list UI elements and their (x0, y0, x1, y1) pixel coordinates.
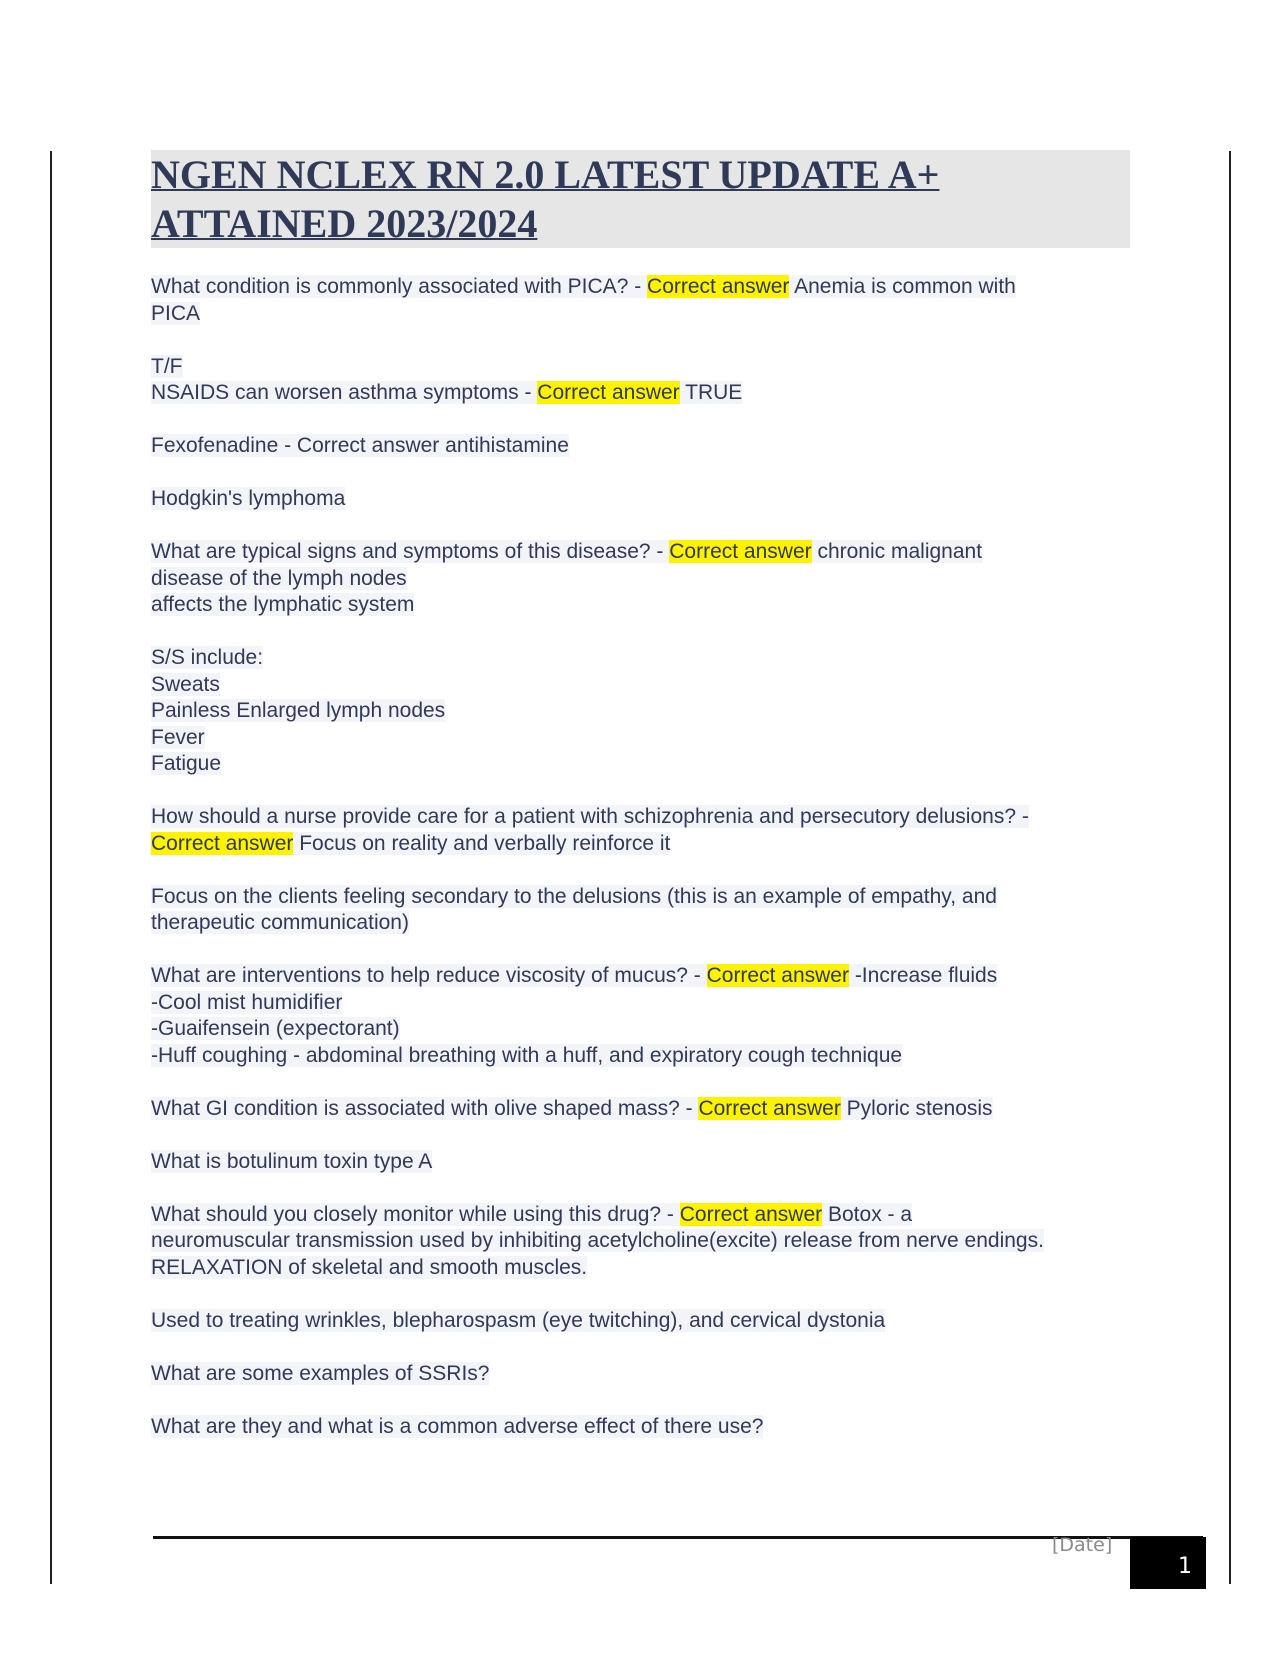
document-body (151, 274, 1141, 1440)
text-line (151, 725, 1141, 752)
text-segment: PICA (151, 301, 201, 325)
text-segment: Pyloric stenosis (840, 1096, 993, 1120)
text-line (151, 1149, 1141, 1176)
qa-paragraph (151, 354, 1141, 407)
qa-paragraph (151, 486, 1141, 513)
text-line (151, 592, 1141, 619)
text-line (151, 380, 1141, 407)
text-line (151, 698, 1141, 725)
text-segment: What condition is commonly associated with PICA? - (151, 275, 648, 298)
text-line (151, 1361, 1141, 1388)
text-segment: affects the lymphatic system (151, 593, 415, 616)
page-number: 1 (1178, 1553, 1192, 1579)
text-line (151, 884, 1141, 911)
text-line (151, 1255, 1141, 1282)
text-segment: NSAIDS can worsen asthma symptoms - (151, 381, 538, 404)
text-segment: Hodgkin's lymphoma (151, 487, 346, 510)
text-segment: neuromuscular transmission used by inhibiting acetylcholine(excite) release from nerve endings. (151, 1229, 1044, 1252)
highlighted-answer-label: Correct answer (647, 275, 790, 298)
qa-paragraph (151, 539, 1141, 619)
text-line (151, 910, 1141, 937)
text-line (151, 645, 1141, 672)
text-segment: T/F (151, 354, 183, 378)
qa-paragraph (151, 963, 1141, 1069)
qa-paragraph (151, 1308, 1141, 1335)
text-line (151, 831, 1141, 858)
highlighted-answer-label: Correct answer (679, 1202, 823, 1226)
text-segment: -Cool mist humidifier (151, 990, 343, 1014)
page-border-left (50, 151, 52, 1584)
text-line (151, 1043, 1141, 1070)
text-line (151, 486, 1141, 513)
text-segment: therapeutic communication) (151, 911, 409, 934)
text-segment: Focus on reality and verbally reinforce it (293, 831, 671, 855)
text-segment: TRUE (679, 381, 743, 404)
text-segment: What are interventions to help reduce viscosity of mucus? - (151, 964, 707, 987)
text-segment: Fever (151, 725, 205, 749)
qa-paragraph (151, 1149, 1141, 1176)
text-segment: Anemia is common with (789, 275, 1016, 298)
footer-date: [Date] (1052, 1534, 1113, 1556)
text-segment: Focus on the clients feeling secondary to the delusions (this is an example of empathy, and (151, 884, 997, 908)
text-segment: Painless Enlarged lymph nodes (151, 699, 446, 722)
qa-paragraph (151, 1361, 1141, 1388)
text-line (151, 274, 1141, 301)
highlighted-answer-label: Correct answer (537, 381, 680, 404)
text-segment: chronic malignant (811, 540, 983, 563)
text-segment: What GI condition is associated with olive shaped mass? - (151, 1096, 699, 1120)
highlighted-answer-label: Correct answer (669, 540, 812, 563)
text-segment: disease of the lymph nodes (151, 566, 407, 590)
highlighted-answer-label: Correct answer (706, 964, 849, 987)
title-block (151, 150, 1130, 248)
text-line (151, 1096, 1141, 1123)
page-number-box (1130, 1537, 1206, 1589)
qa-paragraph (151, 433, 1141, 460)
text-segment: -Huff coughing - abdominal breathing with a huff, and expiratory cough technique (151, 1043, 903, 1067)
text-segment: Botox - a (822, 1202, 913, 1226)
text-segment: RELAXATION of skeletal and smooth muscles. (151, 1255, 588, 1279)
text-line (151, 990, 1141, 1017)
footer-rule (153, 1536, 1203, 1539)
qa-paragraph (151, 645, 1141, 778)
text-segment: What are they and what is a common adverse effect of there use? (151, 1414, 764, 1438)
text-line (151, 1414, 1141, 1441)
page-border-right (1229, 151, 1231, 1584)
text-segment: What are typical signs and symptoms of this disease? - (151, 540, 670, 563)
text-segment: Used to treating wrinkles, blepharospasm (eye twitching), and cervical dystonia (151, 1308, 886, 1332)
text-line (151, 672, 1141, 699)
text-segment: What are some examples of SSRIs? (151, 1361, 490, 1385)
text-line (151, 1016, 1141, 1043)
text-segment: How should a nurse provide care for a patient with schizophrenia and persecutory delusions? - (151, 805, 1029, 828)
text-segment: -Increase fluids (848, 964, 998, 987)
qa-paragraph (151, 1414, 1141, 1441)
text-line (151, 433, 1141, 460)
document-title: NGEN NCLEX RN 2.0 LATEST UPDATE A+ ATTAINED 2023/2024 (151, 152, 940, 246)
qa-paragraph (151, 1096, 1141, 1123)
text-segment: Fatigue (151, 752, 222, 775)
qa-paragraph (151, 884, 1141, 937)
qa-paragraph (151, 1202, 1141, 1282)
text-line (151, 539, 1141, 566)
highlighted-answer-label: Correct answer (151, 831, 294, 855)
text-line (151, 1202, 1141, 1229)
text-segment: Sweats (151, 672, 220, 696)
text-line (151, 1228, 1141, 1255)
text-line (151, 566, 1141, 593)
text-segment: What is botulinum toxin type A (151, 1149, 433, 1173)
text-segment: -Guaifensein (expectorant) (151, 1017, 400, 1040)
text-line (151, 301, 1141, 328)
text-segment: What should you closely monitor while using this drug? - (151, 1202, 680, 1226)
qa-paragraph (151, 804, 1141, 857)
text-line (151, 804, 1141, 831)
highlighted-answer-label: Correct answer (698, 1096, 841, 1120)
text-line (151, 963, 1141, 990)
text-line (151, 1308, 1141, 1335)
qa-paragraph (151, 274, 1141, 327)
text-line (151, 751, 1141, 778)
text-segment: Fexofenadine - Correct answer antihistamine (151, 434, 569, 457)
text-segment: S/S include: (151, 646, 264, 669)
text-line (151, 354, 1141, 381)
